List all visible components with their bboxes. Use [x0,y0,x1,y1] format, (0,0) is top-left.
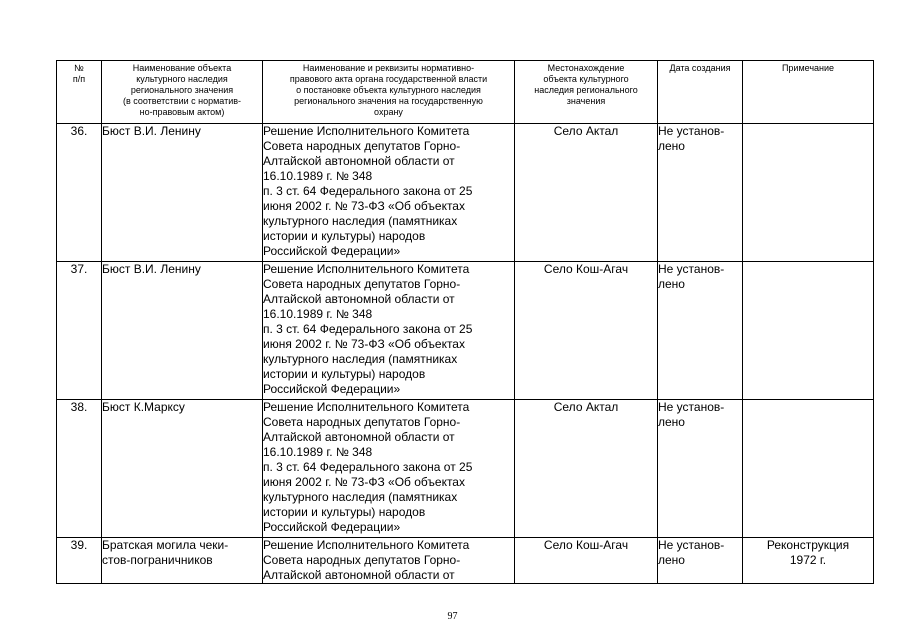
page-number: 97 [447,611,458,622]
table-row [57,400,874,538]
note-cell: Реконструкция 1972 г. [743,538,874,584]
header-object-name: Наименование объекта культурного наследия регионального значения (в соответствии с норматив- но-правовым актом) [102,61,263,124]
header-note: Примечание [743,61,874,124]
creation-date: Не установ- лено [658,262,743,400]
object-location: Село Кош-Агач [515,538,658,584]
object-name: Братская могила чеки- стов-пограничников [102,538,263,584]
legal-act: Решение Исполнительного Комитета Совета народных депутатов Горно- Алтайской автономной области от 16.10.1989 г. № 348 п. 3 ст. 64 Федерального закона от 25 июня 2002 г. № 73-ФЗ «Об объектах культурного наследия (памятниках истории и культуры) народов Российской Федерации» [263,400,515,538]
object-name: Бюст В.И. Ленину [102,262,263,400]
legal-act: Решение Исполнительного Комитета Совета народных депутатов Горно- Алтайской автономной области от 16.10.1989 г. № 348 п. 3 ст. 64 Федерального закона от 25 июня 2002 г. № 73-ФЗ «Об объектах культурного наследия (памятниках истории и культуры) народов Российской Федерации» [263,124,515,262]
row-number: 37. [57,262,102,400]
cultural-heritage-table [56,60,874,584]
table-row [57,262,874,400]
table-row [57,124,874,262]
note-cell [743,124,874,262]
legal-act: Решение Исполнительного Комитета Совета народных депутатов Горно- Алтайской автономной области от 16.10.1989 г. № 348 п. 3 ст. 64 Федерального закона от 25 июня 2002 г. № 73-ФЗ «Об объектах культурного наследия (памятниках истории и культуры) народов Российской Федерации» [263,262,515,400]
table-header-row [57,61,874,124]
legal-act: Решение Исполнительного Комитета Совета народных депутатов Горно- Алтайской автономной области от [263,538,515,584]
row-number: 39. [57,538,102,584]
creation-date: Не установ- лено [658,400,743,538]
header-number: № п/п [57,61,102,124]
row-number: 38. [57,400,102,538]
note-cell [743,400,874,538]
note-cell [743,262,874,400]
row-number: 36. [57,124,102,262]
header-creation-date: Дата создания [658,61,743,124]
object-name: Бюст К.Марксу [102,400,263,538]
table-row [57,538,874,584]
object-name: Бюст В.И. Ленину [102,124,263,262]
header-legal-act: Наименование и реквизиты нормативно- правового акта органа государственной власти о постановке объекта культурного наследия регионального значения на государственную охрану [263,61,515,124]
creation-date: Не установ- лено [658,538,743,584]
header-location: Местонахождение объекта культурного наследия регионального значения [515,61,658,124]
object-location: Село Актал [515,124,658,262]
object-location: Село Кош-Агач [515,262,658,400]
object-location: Село Актал [515,400,658,538]
creation-date: Не установ- лено [658,124,743,262]
